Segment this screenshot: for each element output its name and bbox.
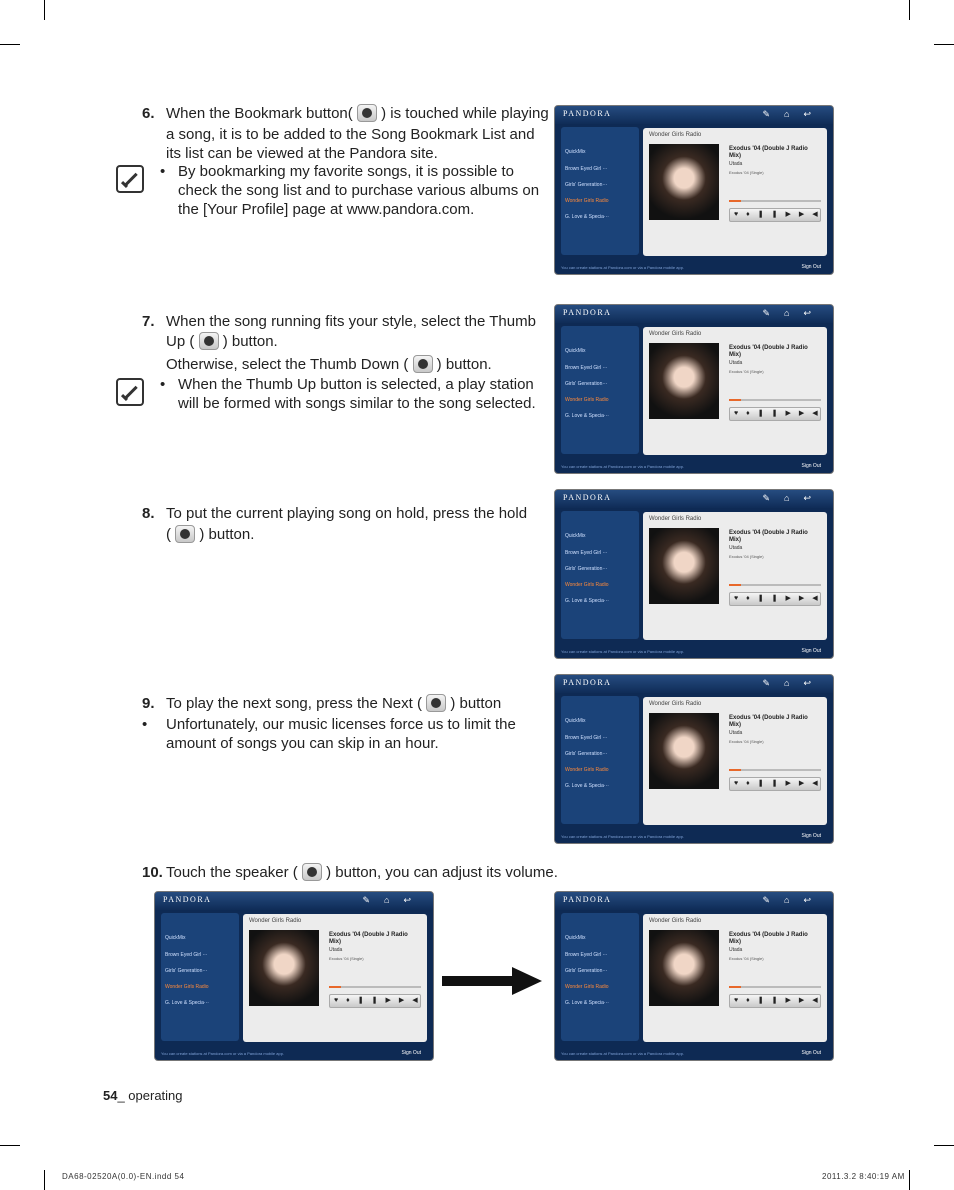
album-art xyxy=(649,528,719,604)
station-item[interactable]: Brown Eyed Girl ··· xyxy=(565,365,608,371)
note-6: • By bookmarking my favorite songs, it is possible to check the song list and to purchase various albums on the [Your Profile] page at www.pandora.com. xyxy=(160,163,540,218)
player-panel xyxy=(643,697,827,825)
station-header: Wonder Girls Radio xyxy=(649,701,702,707)
screen-footer: You can create stations at Pandora.com or via a Pandora mobile app. xyxy=(561,834,685,839)
note-pencil-icon xyxy=(116,165,144,193)
pandora-logo: PANDORA xyxy=(563,895,612,904)
crop-mark xyxy=(909,1170,910,1190)
sign-out-button[interactable]: Sign Out xyxy=(801,833,821,839)
album: Exodus '04 (Single) xyxy=(729,170,764,175)
progress-bar[interactable] xyxy=(329,986,421,988)
step-text: When the song running fits your style, select the Thumb xyxy=(166,313,536,330)
player-panel xyxy=(643,128,827,256)
bullet-text: Unfortunately, our music licenses force us to limit the xyxy=(166,716,516,733)
station-header: Wonder Girls Radio xyxy=(649,132,702,138)
step-text: ) button, you can adjust its volume. xyxy=(326,864,558,881)
station-list xyxy=(561,127,639,255)
pause-icon xyxy=(175,525,195,543)
station-item[interactable]: Girls' Generation··· xyxy=(165,968,208,974)
step-number: 6. xyxy=(142,105,155,122)
note-text: will be formed with songs similar to the song selected. xyxy=(178,395,536,412)
player-panel xyxy=(643,327,827,455)
album: Exodus '04 (Single) xyxy=(729,956,764,961)
player-panel xyxy=(643,914,827,1042)
progress-bar[interactable] xyxy=(729,200,821,202)
step-8 xyxy=(142,504,552,548)
crop-mark xyxy=(934,44,954,45)
pandora-logo: PANDORA xyxy=(563,109,612,118)
bookmark-icon xyxy=(357,104,377,122)
sign-out-button[interactable]: Sign Out xyxy=(401,1050,421,1056)
station-item[interactable]: Girls' Generation··· xyxy=(565,381,608,387)
station-item[interactable]: Brown Eyed Girl ··· xyxy=(565,952,608,958)
station-header: Wonder Girls Radio xyxy=(649,331,702,337)
album-art xyxy=(649,343,719,419)
pandora-screen xyxy=(554,304,834,474)
station-item[interactable]: QuickMix xyxy=(565,149,586,155)
station-item[interactable]: Wonder Girls Radio xyxy=(565,397,609,403)
song-title: Exodus '04 (Double J Radio Mix) xyxy=(729,932,808,945)
artist: Utada xyxy=(729,730,743,736)
toolbar-icons: ✎⌂↩ xyxy=(762,109,825,119)
station-header: Wonder Girls Radio xyxy=(249,918,302,924)
step-text: ) is touched while playing xyxy=(381,105,549,122)
footer-timestamp: 2011.3.2 8:40:19 AM xyxy=(822,1172,905,1181)
footer-file: DA68-02520A(0.0)-EN.indd 54 xyxy=(62,1172,185,1181)
station-item[interactable]: Wonder Girls Radio xyxy=(565,984,609,990)
station-item[interactable]: Brown Eyed Girl ··· xyxy=(565,735,608,741)
artist: Utada xyxy=(729,360,743,366)
station-item[interactable]: QuickMix xyxy=(565,348,586,354)
toolbar-icons: ✎⌂↩ xyxy=(762,895,825,905)
station-item[interactable]: Wonder Girls Radio xyxy=(565,582,609,588)
station-item[interactable]: G. Love & Specia··· xyxy=(565,598,609,604)
station-item[interactable]: G. Love & Specia··· xyxy=(565,1000,609,1006)
album-art xyxy=(249,930,319,1006)
station-item[interactable]: Wonder Girls Radio xyxy=(165,984,209,990)
screen-footer: You can create stations at Pandora.com or via a Pandora mobile app. xyxy=(561,649,685,654)
screen-footer: You can create stations at Pandora.com or via a Pandora mobile app. xyxy=(561,464,685,469)
player-panel xyxy=(243,914,427,1042)
step-text: ) button. xyxy=(436,356,492,373)
step-text: ) button xyxy=(450,695,502,712)
step-text: a song, it is to be added to the Song Bookmark List and xyxy=(166,126,535,143)
pandora-screen xyxy=(554,489,834,659)
station-item[interactable]: QuickMix xyxy=(565,718,586,724)
step-number: 7. xyxy=(142,313,155,330)
player-controls[interactable]: ♥♦❚❚▶▶◀ xyxy=(329,994,421,1008)
station-item[interactable]: G. Love & Specia··· xyxy=(565,783,609,789)
station-item[interactable]: Wonder Girls Radio xyxy=(565,198,609,204)
player-controls[interactable]: ♥♦❚❚▶▶◀ xyxy=(729,208,821,222)
speaker-icon xyxy=(302,863,322,881)
station-item[interactable]: Brown Eyed Girl ··· xyxy=(565,166,608,172)
pandora-screen xyxy=(554,891,834,1061)
station-list xyxy=(561,696,639,824)
song-title: Exodus '04 (Double J Radio Mix) xyxy=(329,932,408,945)
crop-mark xyxy=(44,1170,45,1190)
station-item[interactable]: Brown Eyed Girl ··· xyxy=(165,952,208,958)
artist: Utada xyxy=(729,161,743,167)
station-list xyxy=(161,913,239,1041)
step-text: Otherwise, select the Thumb Down ( xyxy=(166,356,409,373)
station-item[interactable]: QuickMix xyxy=(165,935,186,941)
song-title: Exodus '04 (Double J Radio Mix) xyxy=(729,146,808,159)
note-text: the [Your Profile] page at www.pandora.com. xyxy=(178,201,475,218)
note-pencil-icon xyxy=(116,378,144,406)
crop-mark xyxy=(909,0,910,20)
sign-out-button[interactable]: Sign Out xyxy=(801,463,821,469)
toolbar-icons: ✎⌂↩ xyxy=(362,895,425,905)
song-title: Exodus '04 (Double J Radio Mix) xyxy=(729,345,808,358)
screen-footer: You can create stations at Pandora.com or via a Pandora mobile app. xyxy=(561,1051,685,1056)
player-controls[interactable]: ♥♦❚❚▶▶◀ xyxy=(729,994,821,1008)
station-item[interactable]: Girls' Generation··· xyxy=(565,566,608,572)
station-list xyxy=(561,511,639,639)
station-item[interactable]: Girls' Generation··· xyxy=(565,182,608,188)
station-item[interactable]: G. Love & Specia··· xyxy=(165,1000,209,1006)
sign-out-button[interactable]: Sign Out xyxy=(801,1050,821,1056)
toolbar-icons: ✎⌂↩ xyxy=(762,493,825,503)
pandora-screen xyxy=(554,105,834,275)
album: Exodus '04 (Single) xyxy=(729,369,764,374)
station-list xyxy=(561,326,639,454)
progress-bar[interactable] xyxy=(729,986,821,988)
pandora-logo: PANDORA xyxy=(563,493,612,502)
sign-out-button[interactable]: Sign Out xyxy=(801,648,821,654)
toolbar-icons: ✎⌂↩ xyxy=(762,308,825,318)
player-controls[interactable]: ♥♦❚❚▶▶◀ xyxy=(729,777,821,791)
crop-mark xyxy=(44,0,45,20)
step-text: To put the current playing song on hold, press the hold xyxy=(166,505,528,522)
step-text: Touch the speaker ( xyxy=(166,864,298,881)
progress-bar[interactable] xyxy=(729,584,821,586)
album: Exodus '04 (Single) xyxy=(729,554,764,559)
bullet-text: amount of songs you can skip in an hour. xyxy=(166,735,439,752)
artist: Utada xyxy=(729,545,743,551)
pandora-logo: PANDORA xyxy=(163,895,212,904)
step-text: ) button. xyxy=(199,526,255,543)
crop-mark xyxy=(934,1145,954,1146)
pandora-screen xyxy=(154,891,434,1061)
crop-mark xyxy=(0,44,20,45)
album: Exodus '04 (Single) xyxy=(329,956,364,961)
station-item[interactable]: Brown Eyed Girl ··· xyxy=(565,550,608,556)
player-panel xyxy=(643,512,827,640)
bullet-9: • Unfortunately, our music licenses force us to limit the amount of songs you can skip in an hour. xyxy=(142,716,516,752)
sign-out-button[interactable]: Sign Out xyxy=(801,264,821,270)
station-list xyxy=(561,913,639,1041)
station-item[interactable]: Girls' Generation··· xyxy=(565,968,608,974)
step-number: 9. xyxy=(142,695,155,712)
screen-footer: You can create stations at Pandora.com or via a Pandora mobile app. xyxy=(161,1051,285,1056)
album-art xyxy=(649,144,719,220)
step-number: 8. xyxy=(142,505,155,522)
step-text: To play the next song, press the Next ( xyxy=(166,695,422,712)
step-number: 10. xyxy=(142,864,163,881)
album-art xyxy=(649,713,719,789)
station-item[interactable]: QuickMix xyxy=(565,533,586,539)
step-10 xyxy=(142,863,562,887)
step-7 xyxy=(142,312,552,382)
station-header: Wonder Girls Radio xyxy=(649,516,702,522)
toolbar-icons: ✎⌂↩ xyxy=(762,678,825,688)
step-text: ) button. xyxy=(222,333,278,350)
station-item[interactable]: QuickMix xyxy=(565,935,586,941)
station-item[interactable]: Girls' Generation··· xyxy=(565,751,608,757)
page-number: 54_ operating xyxy=(103,1088,183,1103)
step-text: its list can be viewed at the Pandora site. xyxy=(166,145,438,162)
screen-footer: You can create stations at Pandora.com or via a Pandora mobile app. xyxy=(561,265,685,270)
note-7: • When the Thumb Up button is selected, a play station will be formed with songs similar to the song selected. xyxy=(160,376,536,412)
next-track-icon xyxy=(426,694,446,712)
artist: Utada xyxy=(329,947,343,953)
progress-bar[interactable] xyxy=(729,769,821,771)
pandora-screen xyxy=(554,674,834,844)
album: Exodus '04 (Single) xyxy=(729,739,764,744)
player-controls[interactable]: ♥♦❚❚▶▶◀ xyxy=(729,592,821,606)
thumb-down-icon xyxy=(413,355,433,373)
album-art xyxy=(649,930,719,1006)
crop-mark xyxy=(0,1145,20,1146)
step-text: Up ( xyxy=(166,333,195,350)
step-text: ( xyxy=(166,526,171,543)
note-text: When the Thumb Up button is selected, a play station xyxy=(178,376,534,393)
right-arrow-icon xyxy=(442,967,542,995)
note-text: By bookmarking my favorite songs, it is possible to xyxy=(178,163,514,180)
song-title: Exodus '04 (Double J Radio Mix) xyxy=(729,530,808,543)
song-title: Exodus '04 (Double J Radio Mix) xyxy=(729,715,808,728)
pandora-logo: PANDORA xyxy=(563,678,612,687)
progress-bar[interactable] xyxy=(729,399,821,401)
station-item[interactable]: G. Love & Specia··· xyxy=(565,214,609,220)
station-item[interactable]: G. Love & Specia··· xyxy=(565,413,609,419)
thumb-up-icon xyxy=(199,332,219,350)
player-controls[interactable]: ♥♦❚❚▶▶◀ xyxy=(729,407,821,421)
note-text: check the song list and to purchase various albums on xyxy=(178,182,540,199)
station-header: Wonder Girls Radio xyxy=(649,918,702,924)
artist: Utada xyxy=(729,947,743,953)
pandora-logo: PANDORA xyxy=(563,308,612,317)
step-text: When the Bookmark button( xyxy=(166,105,353,122)
station-item[interactable]: Wonder Girls Radio xyxy=(565,767,609,773)
